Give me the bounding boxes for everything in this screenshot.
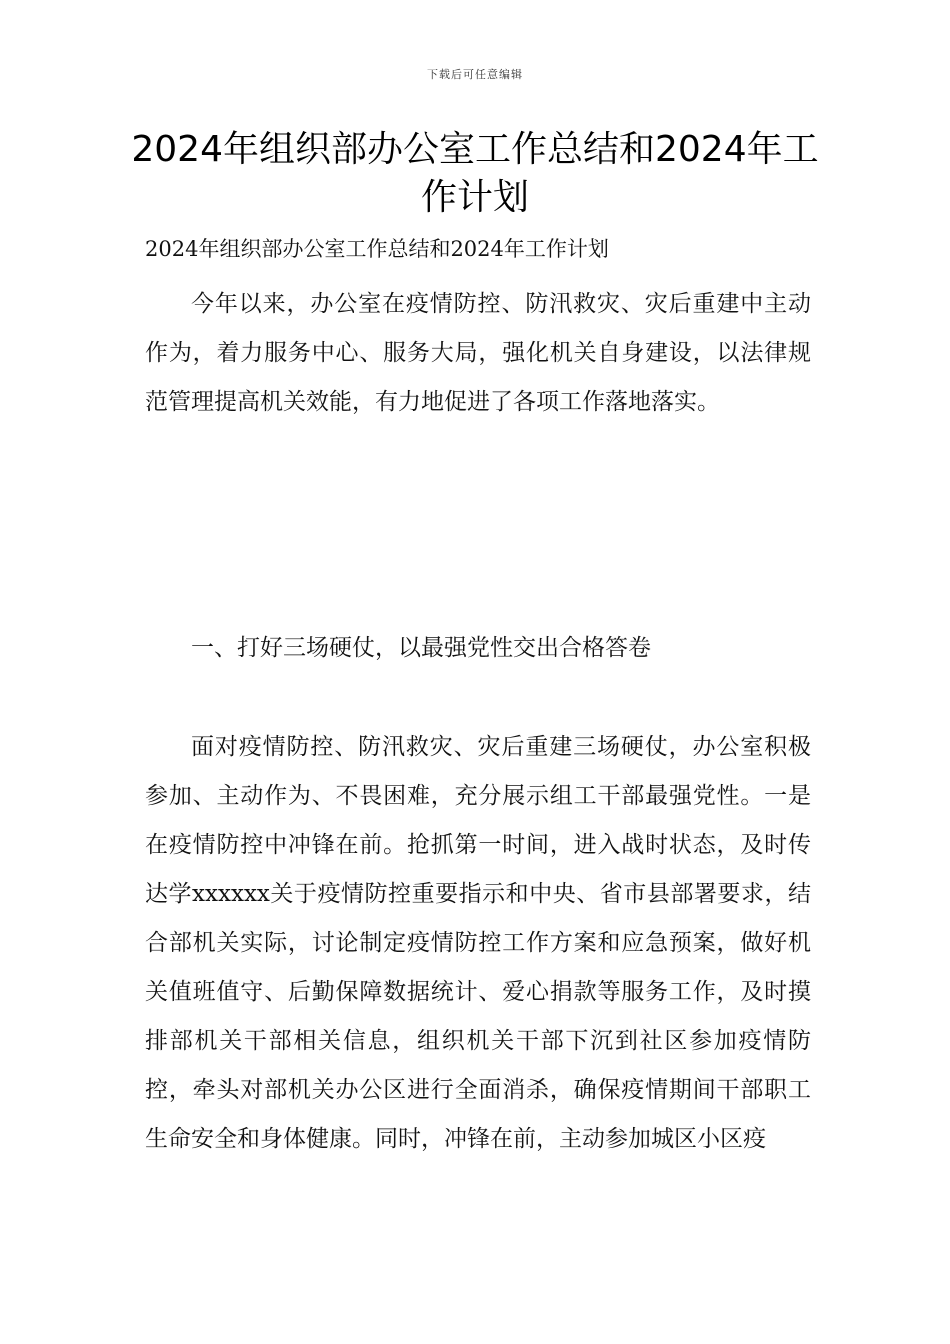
section-heading: 一、打好三场硬仗，以最强党性交出合格答卷 — [191, 635, 651, 661]
header-note: 下载后可任意编辑 — [427, 68, 523, 81]
document-subtitle: 2024年组织部办公室工作总结和2024年工作计划 — [145, 237, 609, 261]
intro-paragraph: 今年以来，办公室在疫情防控、防汛救灾、灾后重建中主动作为，着力服务中心、服务大局，强化机关自身建设，以法律规范管理提高机关效能，有力地促进了各项工作落地落实。 — [145, 291, 811, 415]
document-title: 2024年组织部办公室工作总结和2024年工作计划 — [131, 129, 819, 218]
section-paragraph: 面对疫情防控、防汛救灾、灾后重建三场硬仗，办公室积极参加、主动作为、不畏困难，充分展示组工干部最强党性。一是在疫情防控中冲锋在前。抢抓第一时间，进入战时状态，及时传达学xxxxxx关于疫情防控重要指示和中央、省市县部署要求，结合部机关实际，讨论制定疫情防控工作方案和应急预案，做好机关值班值守、后勤保障数据统计、爱心捐款等服务工作，及时摸排部机关干部相关信息，组织机关干部下沉到社区参加疫情防控，牵头对部机关办公区进行全面消杀，确保疫情期间干部职工生命安全和身体健康。同时，冲锋在前，主动参加城区小区疫 — [145, 734, 811, 1152]
